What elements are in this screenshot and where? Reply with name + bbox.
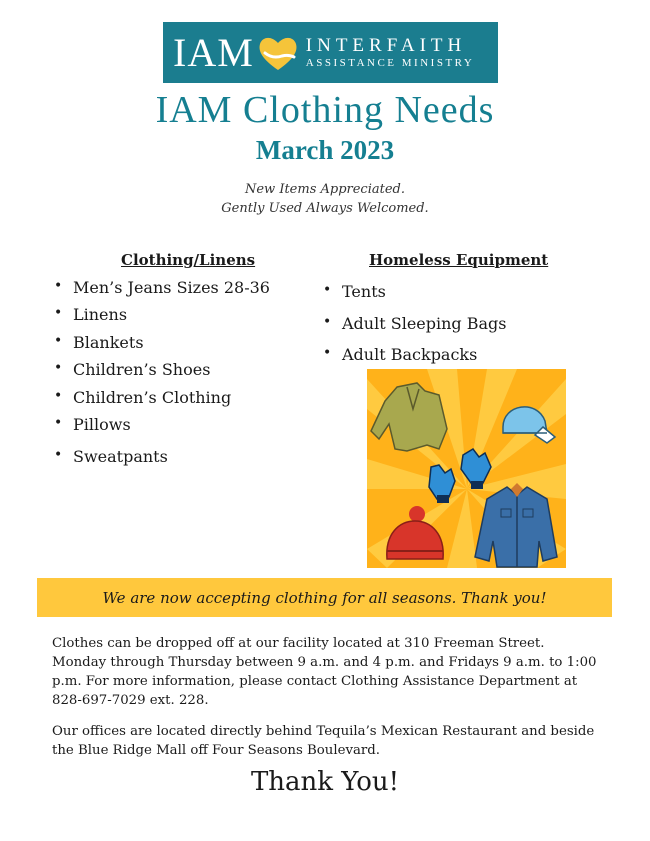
location-info: Our offices are located directly behind Tequila’s Mexican Restaurant and beside the Blue Ridge Mall off Four Seasons Boulevard. [52,724,595,758]
thank-you: Thank You! [250,767,400,797]
list-item: • Blankets [54,333,144,352]
tagline-used: Gently Used Always Welcomed. [221,201,429,216]
logo-line2: ASSISTANCE MINISTRY [305,56,475,69]
list-item: • Sweatpants [54,447,168,466]
season-banner [37,578,612,617]
tagline-new: New Items Appreciated. [244,182,405,197]
list-item: • Men’s Jeans Sizes 28-36 [54,278,270,297]
list-item: • Adult Backpacks [323,345,478,364]
banner-text: We are now accepting clothing for all seasons. Thank you! [102,588,547,607]
clothing-heading: Clothing/Linens [121,251,256,269]
logo [163,22,498,83]
page-date: March 2023 [255,135,395,165]
clothing-illustration [367,369,566,568]
dropoff-info: Clothes can be dropped off at our facility located at 310 Freeman Street. Monday through Thursday between 9 a.m. and 4 p.m. and Fridays 9 a.m. to 1:00 p.m. For more information, please contact Clothing Assistance Department at 828-697-7029 ext. 228. [52,636,597,708]
list-item: • Pillows [54,415,131,434]
logo-line1: INTERFAITH [305,34,467,56]
list-item: • Tents [323,282,386,301]
heart-icon [256,33,300,73]
homeless-heading: Homeless Equipment [369,251,549,269]
list-item: • Linens [54,305,128,324]
list-item: • Children’s Shoes [54,360,211,379]
page-title: IAM Clothing Needs [155,89,495,131]
list-item: • Children’s Clothing [54,388,232,407]
list-item: • Adult Sleeping Bags [323,314,507,333]
logo-acronym: IAM [173,30,254,75]
